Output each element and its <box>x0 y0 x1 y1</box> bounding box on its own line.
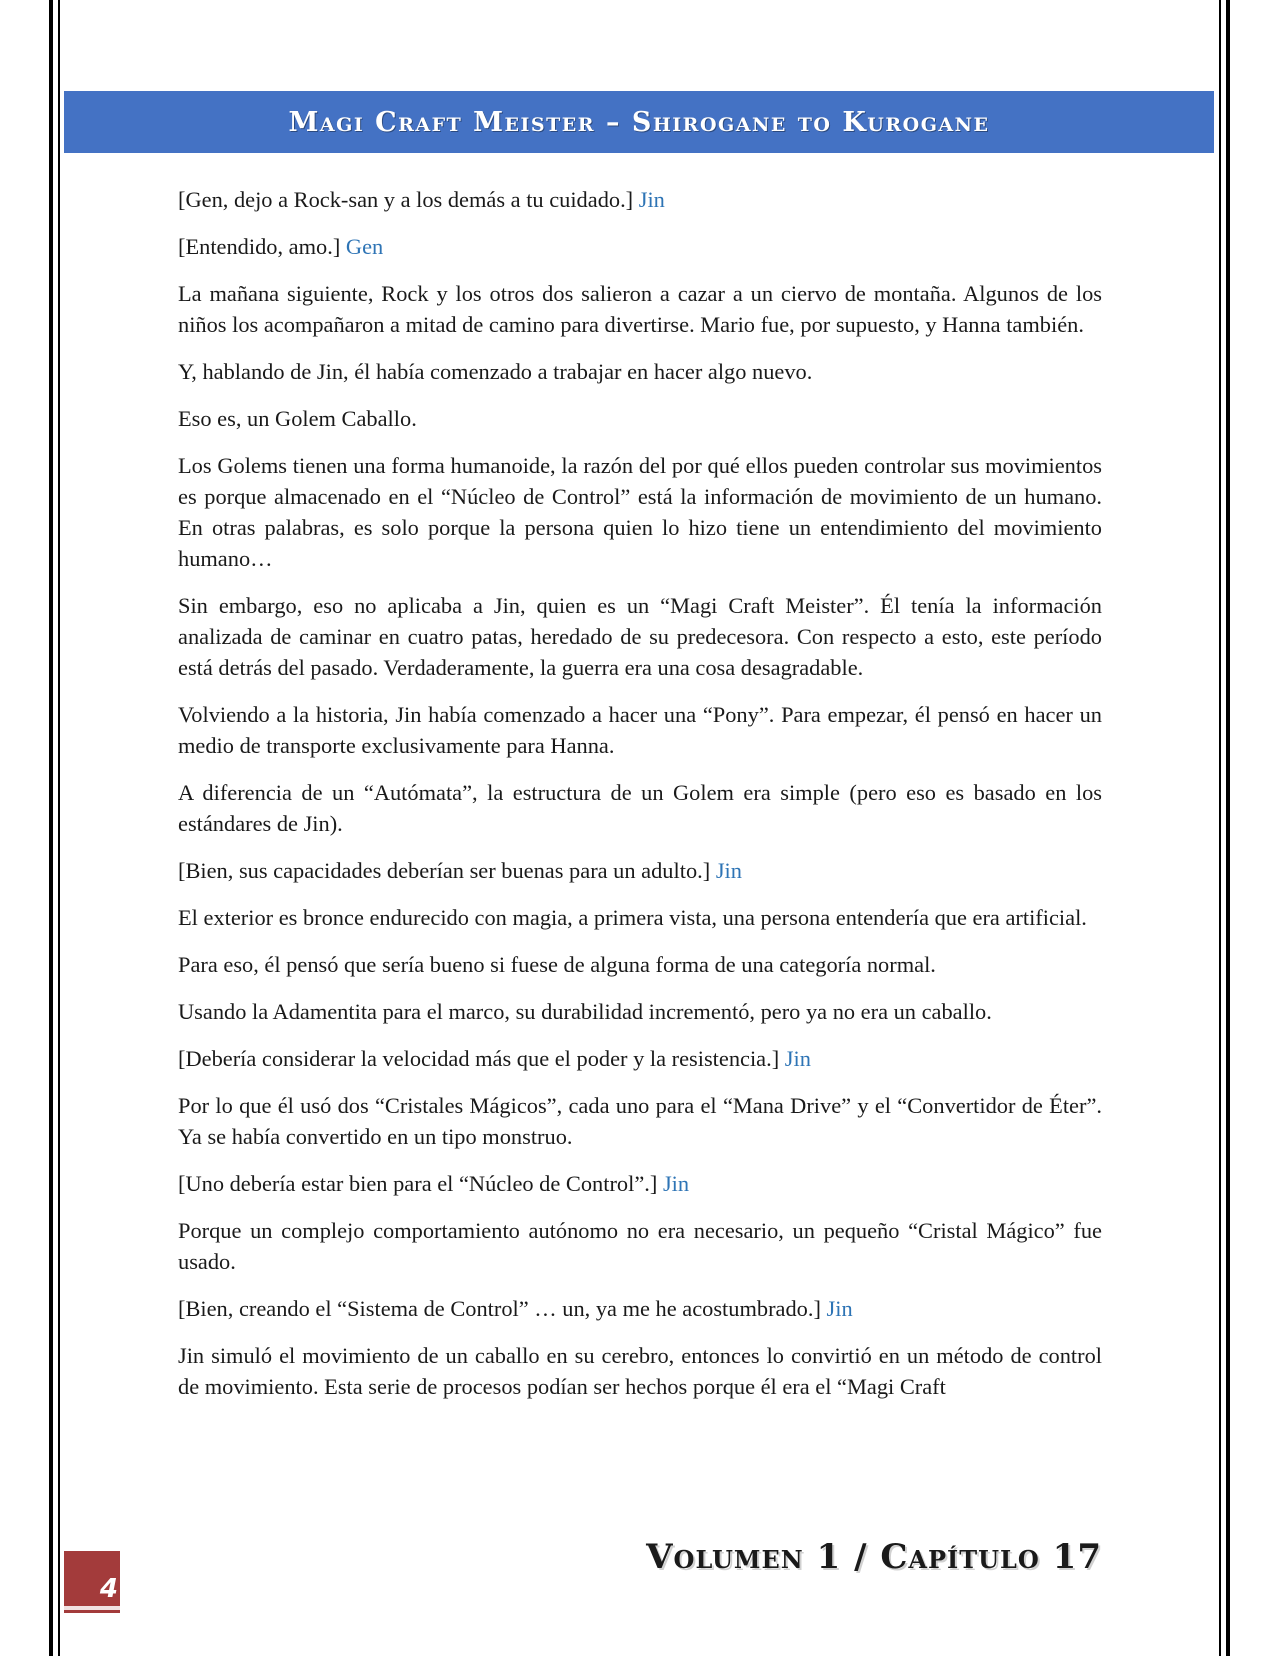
page-border-right-inner <box>1219 0 1221 1656</box>
paragraph <box>178 450 1102 574</box>
paragraph <box>178 949 1102 980</box>
paragraph <box>178 590 1102 683</box>
paragraph <box>178 855 1102 886</box>
paragraph <box>178 699 1102 761</box>
paragraph <box>178 231 1102 262</box>
paragraph-text: [Debería considerar la velocidad más que el poder y la resistencia.] <box>178 1046 780 1071</box>
page-border-right-outer <box>1226 0 1230 1656</box>
paragraph-text: Sin embargo, eso no aplicaba a Jin, quien es un “Magi Craft Meister”. Él tenía la información analizada de caminar en cuatro patas, heredado de su predecesora. Con respecto a esto, este período está detrás del pasado. Verdaderamente, la guerra era una cosa desagradable. <box>178 593 1102 680</box>
paragraph <box>178 902 1102 933</box>
paragraph-text: [Bien, sus capacidades deberían ser buenas para un adulto.] <box>178 858 711 883</box>
paragraph <box>178 996 1102 1027</box>
speaker-tag: Jin <box>662 1171 690 1196</box>
paragraph-text: Para eso, él pensó que sería bueno si fuese de alguna forma de una categoría normal. <box>178 952 936 977</box>
paragraph <box>178 777 1102 839</box>
page-border-left-outer <box>49 0 53 1656</box>
speaker-tag: Jin <box>826 1296 853 1321</box>
speaker-tag: Jin <box>638 187 665 212</box>
paragraph-text: Los Golems tienen una forma humanoide, la razón del por qué ellos pueden controlar sus movimientos es porque almacenado en el “Núcleo de Control” está la información de movimiento de un humano. En otras palabras, es solo porque la persona quien lo hizo tiene un entendimiento del movimiento humano… <box>178 453 1102 571</box>
document-body <box>178 184 1102 1418</box>
speaker-tag: Gen <box>345 234 384 259</box>
paragraph <box>178 356 1102 387</box>
paragraph-text: El exterior es bronce endurecido con magia, a primera vista, una persona entendería que era artificial. <box>178 905 1087 930</box>
paragraph-text: Eso es, un Golem Caballo. <box>178 406 417 431</box>
paragraph-text: Porque un complejo comportamiento autónomo no era necesario, un pequeño “Cristal Mágico” fue usado. <box>178 1218 1102 1274</box>
page-number: 4 <box>99 1574 118 1604</box>
paragraph-text: La mañana siguiente, Rock y los otros dos salieron a cazar a un ciervo de montaña. Algunos de los niños los acompañaron a mitad de camino para divertirse. Mario fue, por supuesto, y Hanna también. <box>178 281 1102 337</box>
paragraph <box>178 1340 1102 1402</box>
chapter-footer-title: Volumen 1 / Capítulo 17 <box>646 1537 1102 1577</box>
page-border-left-inner <box>58 0 60 1656</box>
paragraph-text: [Uno debería estar bien para el “Núcleo de Control”.] <box>178 1171 658 1196</box>
paragraph-text: A diferencia de un “Autómata”, la estructura de un Golem era simple (pero eso es basado en los estándares de Jin). <box>178 780 1102 836</box>
speaker-tag: Jin <box>784 1046 811 1071</box>
paragraph-text: [Bien, creando el “Sistema de Control” … un, ya me he acostumbrado.] <box>178 1296 821 1321</box>
paragraph <box>178 184 1102 215</box>
paragraph <box>178 1168 1102 1199</box>
paragraph <box>178 1215 1102 1277</box>
paragraph <box>178 1090 1102 1152</box>
paragraph-text: Volviendo a la historia, Jin había comenzado a hacer una “Pony”. Para empezar, él pensó en hacer un medio de transporte exclusivamente para Hanna. <box>178 702 1102 758</box>
paragraph <box>178 1043 1102 1074</box>
paragraph <box>178 1293 1102 1324</box>
paragraph <box>178 278 1102 340</box>
paragraph-text: [Gen, dejo a Rock-san y a los demás a tu cuidado.] <box>178 187 634 212</box>
paragraph-text: Por lo que él usó dos “Cristales Mágicos”, cada uno para el “Mana Drive” y el “Convertidor de Éter”. Ya se había convertido en un tipo monstruo. <box>178 1093 1102 1149</box>
header-title: Magi Craft Meister – Shirogane to Kurogane <box>288 106 990 138</box>
paragraph-text: Y, hablando de Jin, él había comenzado a trabajar en hacer algo nuevo. <box>178 359 813 384</box>
page-number-underline <box>64 1606 120 1610</box>
paragraph-text: Usando la Adamentita para el marco, su durabilidad incrementó, pero ya no era un caballo. <box>178 999 992 1024</box>
speaker-tag: Jin <box>715 858 742 883</box>
paragraph-text: Jin simuló el movimiento de un caballo en su cerebro, entonces lo convirtió en un método de control de movimiento. Esta serie de procesos podían ser hechos porque él era el “Magi Craft <box>178 1343 1102 1399</box>
header-band <box>64 91 1214 153</box>
paragraph <box>178 403 1102 434</box>
paragraph-text: [Entendido, amo.] <box>178 234 341 259</box>
